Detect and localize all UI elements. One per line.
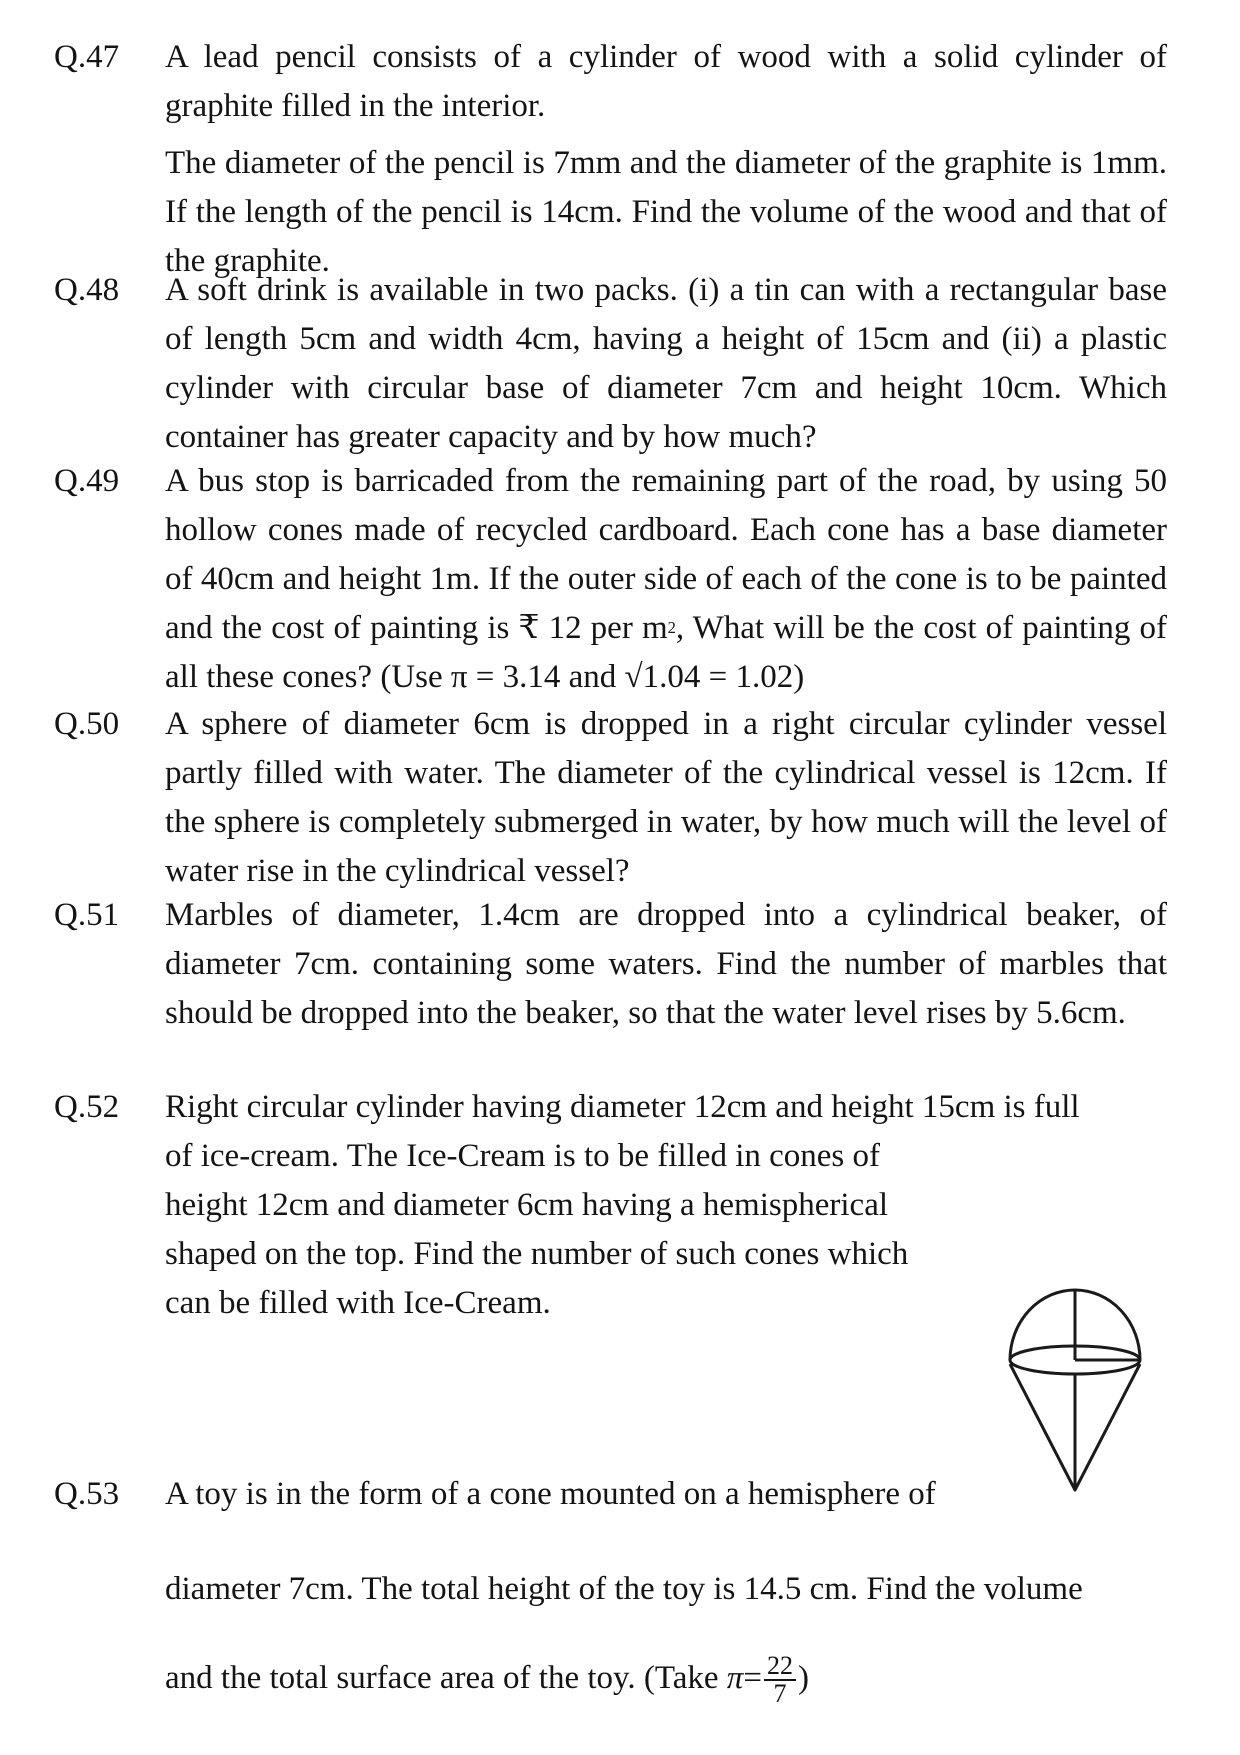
- question-text: [165, 457, 1167, 702]
- question-text-part: A bus stop is barricaded from the remaining part of the road, by using 50 hollow cones made of recycled cardboard. Each cone has a base diameter of 40cm and height 1m. If the outer side of each of the cone is to be painted and the cost of painting is ₹ 12 per m: [165, 463, 1167, 646]
- question-line: of ice-cream. The Ice-Cream is to be filled in cones of: [165, 1138, 880, 1174]
- question-number: Q.51: [54, 897, 120, 933]
- question-text-part: , What will be the cost of painting of all these cones? (Use π = 3.14 and √1.04 = 1.02): [165, 610, 1167, 695]
- question-number: Q.53: [54, 1476, 120, 1512]
- question-number: Q.50: [54, 706, 120, 742]
- fraction-denominator: 7: [773, 1679, 787, 1709]
- question-text: [165, 1565, 1167, 1614]
- fraction-22-over-7: [764, 1653, 796, 1707]
- superscript: 2: [667, 618, 676, 638]
- question-number: Q.48: [54, 272, 120, 308]
- question-number: Q.49: [54, 463, 120, 499]
- pi-symbol: π: [726, 1660, 744, 1696]
- question-line: shaped on the top. Find the number of such cones which: [165, 1236, 909, 1272]
- close-paren: ): [797, 1660, 809, 1696]
- ice-cream-cone-icon: [1000, 1280, 1150, 1500]
- question-line: Right circular cylinder having diameter 12cm and height 15cm is full: [165, 1089, 1080, 1125]
- question-text: A soft drink is available in two packs. (i) a tin can with a rectangular base of length 5cm and width 4cm, having a height of 15cm and (ii) a plastic cylinder with circular base of diameter 7cm and height 10cm. Which container has greater capacity and by how much?: [165, 272, 1167, 455]
- question-number: Q.52: [54, 1089, 120, 1125]
- question-text: Marbles of diameter, 1.4cm are dropped into a cylindrical beaker, of diameter 7cm. containing some waters. Find the number of marbles that should be dropped into the beaker, so that the water level rises by 5.6cm.: [165, 897, 1167, 1031]
- question-text: A sphere of diameter 6cm is dropped in a right circular cylinder vessel partly filled with water. The diameter of the cylindrical vessel is 12cm. If the sphere is completely submerged in water, by how much will the level of water rise in the cylindrical vessel?: [165, 706, 1167, 889]
- equals-sign: =: [743, 1660, 762, 1696]
- question-line: A toy is in the form of a cone mounted on a hemisphere of: [165, 1476, 936, 1512]
- question-paragraph: A lead pencil consists of a cylinder of wood with a solid cylinder of graphite filled in the interior.: [165, 39, 1167, 124]
- question-line: diameter 7cm. The total height of the toy is 14.5 cm. Find the volume: [165, 1571, 1083, 1607]
- fraction-numerator: 22: [764, 1653, 796, 1681]
- question-text-part: and the total surface area of the toy. (Take: [165, 1660, 727, 1696]
- question-line: can be filled with Ice-Cream.: [165, 1285, 551, 1321]
- question-number: Q.47: [54, 39, 120, 75]
- question-text: [165, 33, 1167, 286]
- question-line: height 12cm and diameter 6cm having a hemispherical: [165, 1187, 889, 1223]
- question-text: [165, 1648, 1167, 1708]
- question-paragraph: The diameter of the pencil is 7mm and the diameter of the graphite is 1mm. If the length of the pencil is 14cm. Find the volume of the wood and that of the graphite.: [165, 145, 1167, 279]
